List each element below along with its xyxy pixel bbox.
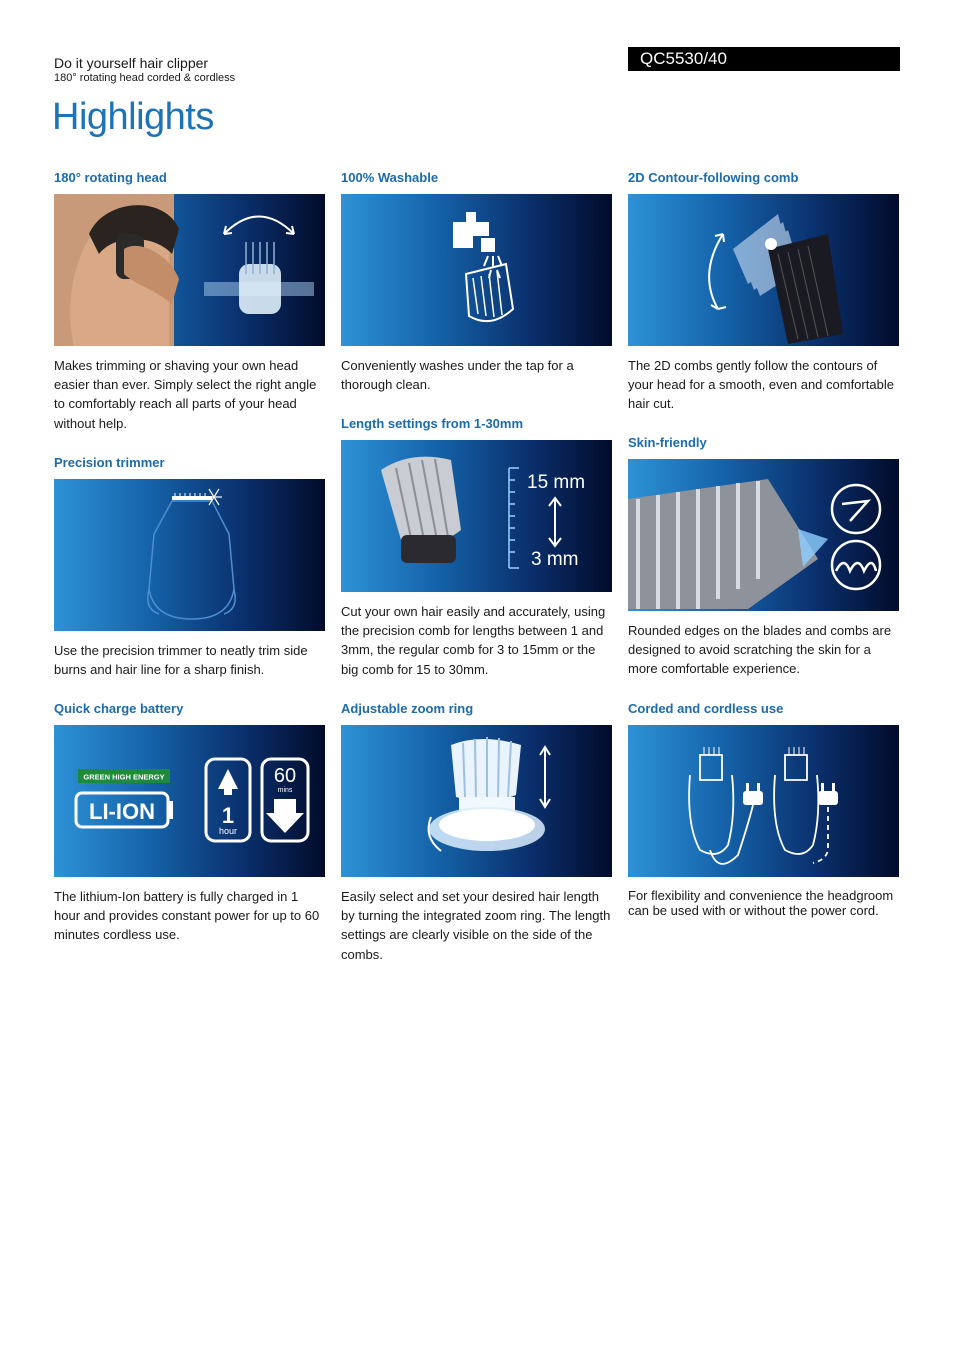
product-name: Do it yourself hair clipper	[54, 55, 209, 71]
contour-comb-image	[628, 194, 899, 346]
runtime-unit: mins	[277, 787, 293, 794]
precision-trimmer-image	[54, 479, 325, 631]
feature-title: Skin-friendly	[628, 435, 707, 450]
rotating-head-image	[54, 194, 325, 346]
quick-charge-image	[54, 725, 325, 877]
product-subtitle: 180° rotating head corded & cordless	[54, 72, 236, 84]
feature-description: Use the precision trimmer to neatly trim side burns and hair line for a sharp finish.	[54, 643, 308, 678]
length-min-label: 3 mm	[531, 549, 579, 570]
feature-description: For flexibility and convenience the headgroom can be used with or without the power cord.	[628, 888, 894, 918]
feature-contour-comb	[628, 170, 900, 414]
feature-description: Easily select and set your desired hair length by turning the integrated zoom ring. The length settings are clearly visible on the side of the combs.	[341, 889, 611, 962]
feature-title: Length settings from 1-30mm	[341, 416, 524, 431]
feature-corded-cordless	[628, 701, 900, 918]
feature-title: Precision trimmer	[54, 455, 165, 470]
charge-time-value: 1	[221, 803, 235, 828]
feature-title: Adjustable zoom ring	[341, 701, 474, 716]
zoom-ring-illustration	[341, 725, 612, 877]
feature-skin-friendly	[628, 435, 900, 679]
runtime-value: 60	[273, 765, 297, 787]
feature-description: Conveniently washes under the tap for a thorough clean.	[341, 358, 574, 393]
battery-badge-text: GREEN HIGH ENERGY	[83, 772, 165, 782]
zoom-ring-image	[341, 725, 612, 877]
corded-cordless-image	[628, 725, 899, 877]
contour-comb-illustration	[628, 194, 899, 346]
feature-zoom-ring	[341, 701, 613, 964]
length-max-label: 15 mm	[527, 472, 586, 493]
feature-description: The lithium-Ion battery is fully charged in 1 hour and provides constant power for up to 60 minutes cordless use.	[54, 889, 320, 943]
feature-title: Corded and cordless use	[628, 701, 784, 716]
head-rotation-illustration	[54, 194, 325, 346]
feature-title: 100% Washable	[341, 170, 439, 185]
feature-title: 180° rotating head	[54, 170, 167, 185]
comb-length-illustration	[341, 440, 612, 592]
tap-water-icon	[341, 194, 612, 346]
battery-illustration	[54, 725, 325, 877]
blade-illustration	[628, 459, 899, 611]
corded-cordless-illustration	[628, 725, 899, 877]
feature-precision-trimmer	[54, 455, 326, 679]
feature-quick-charge	[54, 701, 326, 945]
feature-washable	[341, 170, 613, 394]
feature-description: Makes trimming or shaving your own head easier than ever. Simply select the right angle to comfortably reach all parts of your head without help.	[54, 358, 317, 431]
feature-length-settings	[341, 416, 613, 679]
skin-friendly-image	[628, 459, 899, 611]
charge-time-unit: hour	[218, 826, 238, 836]
model-number: QC5530/40	[628, 47, 900, 71]
feature-description: Rounded edges on the blades and combs are designed to avoid scratching the skin for a more comfortable experience.	[628, 623, 892, 677]
feature-title: 2D Contour-following comb	[628, 170, 799, 185]
battery-type-text: LI-ION	[89, 799, 155, 824]
feature-description: Cut your own hair easily and accurately, using the precision comb for lengths between 1 and 3mm, the regular comb for 3 to 15mm or the big comb for 15 to 30mm.	[341, 604, 606, 677]
feature-rotating-head	[54, 170, 326, 433]
feature-title: Quick charge battery	[54, 701, 184, 716]
washable-image	[341, 194, 612, 346]
length-settings-image	[341, 440, 612, 592]
feature-description: The 2D combs gently follow the contours of your head for a smooth, even and comfortable hair cut.	[628, 358, 894, 412]
head-outline-illustration	[54, 479, 325, 631]
page-title: Highlights	[52, 96, 214, 138]
